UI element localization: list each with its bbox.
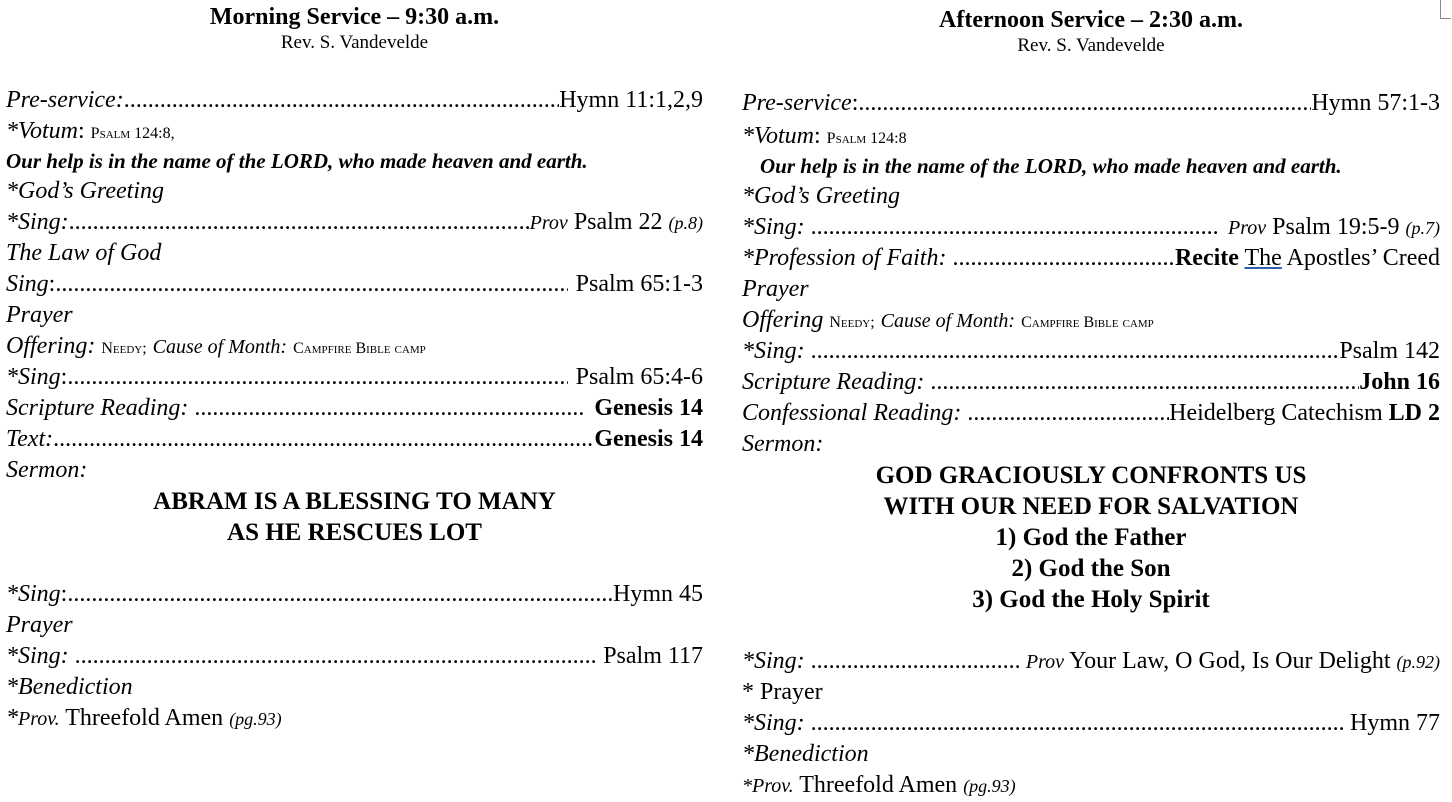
page-ref: (p.92) [1396, 652, 1440, 672]
leader-dots [69, 207, 530, 238]
morning-sermon-title-1: ABRAM IS A BLESSING TO MANY [153, 488, 556, 515]
leader-dots [952, 243, 1175, 274]
afternoon-benediction: *Benediction [742, 741, 869, 767]
morning-prayer-2: Prayer [6, 612, 73, 638]
afternoon-preservice-line [742, 88, 1440, 119]
afternoon-amen-line [742, 770, 1440, 801]
leader-dots [55, 269, 567, 300]
morning-title: Morning Service – 9:30 a.m. [209, 4, 500, 30]
morning-service-column [6, 0, 703, 734]
offering-needy: Needy; [101, 340, 147, 357]
leader-dots [811, 336, 1340, 367]
sing-label: *Sing: [742, 214, 805, 240]
scripture-label: Scripture Reading: [742, 369, 925, 395]
amen-page: (pg.93) [963, 776, 1016, 796]
sing-colon: : [60, 364, 68, 390]
profession-recite: Recite [1174, 245, 1239, 271]
leader-dots [811, 646, 1020, 677]
afternoon-sing3-line [742, 646, 1440, 677]
scripture-value: Genesis 14 [594, 395, 703, 421]
amen-prov: Prov. [18, 708, 60, 730]
leader-dots [53, 424, 594, 455]
votum-label: *Votum [6, 118, 78, 144]
votum-colon: : [78, 118, 85, 144]
leader-dots [75, 641, 598, 672]
sing-label: Sing [6, 271, 49, 297]
sing-label: *Sing: [742, 338, 805, 364]
sing-value: Psalm 19:5-9 [1272, 214, 1400, 240]
morning-sing2-line [6, 269, 703, 300]
sing-value: Your Law, O God, Is Our Delight [1069, 648, 1391, 674]
afternoon-profession-line [742, 243, 1440, 274]
morning-sermon-label: Sermon: [6, 457, 88, 483]
morning-sermon-title-2: AS HE RESCUES LOT [227, 519, 482, 546]
sing-value: Psalm 117 [603, 643, 703, 669]
afternoon-votum-line [742, 119, 1440, 152]
morning-offering-line [6, 331, 703, 362]
morning-scripture-line [6, 393, 703, 424]
sermon-point-2: 2) God the Son [1011, 555, 1171, 582]
leader-dots [67, 579, 613, 610]
afternoon-sing1-line [742, 212, 1440, 243]
morning-sing5-line [6, 641, 703, 672]
sing-value: Hymn 45 [613, 581, 703, 607]
profession-creed: Apostles’ Creed [1286, 245, 1440, 271]
leader-dots [811, 212, 1218, 243]
profession-the: The [1244, 245, 1282, 271]
sing-label: *Sing: [742, 648, 805, 674]
sing-value: Psalm 142 [1339, 338, 1440, 364]
afternoon-greeting: *God’s Greeting [742, 183, 900, 209]
afternoon-title: Afternoon Service – 2:30 a.m. [939, 7, 1243, 33]
sing-value: Psalm 22 [573, 209, 663, 235]
sermon-point-3: 3) God the Holy Spirit [972, 586, 1210, 613]
offering-cause-label: Cause of Month: [880, 310, 1016, 332]
preservice-label: Pre-service [742, 90, 852, 116]
afternoon-sermon-label: Sermon: [742, 431, 824, 457]
sing-label: *Sing: [742, 710, 805, 736]
morning-sing3-line [6, 362, 703, 393]
afternoon-sing2-line [742, 336, 1440, 367]
morning-benediction: *Benediction [6, 674, 133, 700]
leader-dots [811, 708, 1344, 739]
prov-label: Prov [1025, 651, 1065, 673]
afternoon-minister: Rev. S. Vandevelde [1017, 35, 1165, 56]
afternoon-sing4-line [742, 708, 1440, 739]
confessional-label: Confessional Reading: [742, 400, 962, 426]
morning-prayer: Prayer [6, 302, 73, 328]
afternoon-prayer: Prayer [742, 276, 809, 302]
sing-value: Psalm 65:1-3 [575, 271, 703, 297]
leader-dots [930, 367, 1359, 398]
prov-label: Prov [529, 212, 568, 234]
afternoon-sermon-title-1: GOD GRACIOUSLY CONFRONTS US [875, 462, 1307, 489]
page-ref: (p.8) [668, 213, 703, 233]
morning-votum-text: Our help is in the name of the LORD, who made heaven and earth. [6, 149, 588, 173]
confessional-ld: LD 2 [1388, 400, 1440, 426]
offering-label: Offering [742, 307, 824, 333]
preservice-value: Hymn 11:1,2,9 [559, 87, 703, 113]
afternoon-offering-line [742, 305, 1440, 336]
preservice-label: Pre-service: [6, 87, 124, 113]
amen-text: Threefold Amen [65, 705, 224, 731]
morning-minister: Rev. S. Vandevelde [280, 32, 429, 53]
sing-value: Hymn 77 [1350, 710, 1440, 736]
offering-needy: Needy; [829, 314, 875, 331]
profession-label: *Profession of Faith: [742, 245, 947, 271]
prov-label: Prov [1228, 217, 1267, 239]
spacer [742, 615, 1440, 646]
preservice-value: Hymn 57:1-3 [1311, 90, 1440, 116]
morning-greeting: *God’s Greeting [6, 178, 164, 204]
leader-dots [67, 362, 567, 393]
sing-label: *Sing: [6, 209, 69, 235]
text-value: Genesis 14 [594, 426, 703, 452]
sing-colon: : [60, 581, 68, 607]
amen-text: Threefold Amen [799, 772, 958, 798]
leader-dots [124, 85, 560, 116]
sing-label: *Sing [6, 581, 61, 607]
morning-text-line [6, 424, 703, 455]
morning-preservice-line [6, 85, 703, 116]
votum-reference: Psalm 124:8, [90, 125, 175, 142]
scripture-value: John 16 [1359, 369, 1440, 395]
votum-reference: Psalm 124:8 [826, 130, 907, 147]
page-ref: (p.7) [1405, 218, 1440, 238]
afternoon-confessional-line [742, 398, 1440, 429]
morning-amen-line [6, 703, 703, 734]
leader-dots [194, 393, 586, 424]
afternoon-service-column [742, 0, 1440, 801]
morning-sing4-line [6, 579, 703, 610]
amen-page: (pg.93) [229, 709, 282, 729]
afternoon-sermon-title-2: WITH OUR NEED FOR SALVATION [883, 493, 1299, 520]
votum-colon: : [814, 123, 821, 149]
leader-dots [858, 88, 1311, 119]
morning-votum-line [6, 116, 703, 147]
amen-prov: Prov. [752, 775, 794, 797]
sing-label: *Sing: [6, 643, 69, 669]
offering-cause-label: Cause of Month: [152, 336, 288, 358]
offering-cause: Campfire Bible camp [1021, 314, 1154, 331]
sing-label: *Sing [6, 364, 61, 390]
preservice-colon: : [851, 90, 859, 116]
amen-star: * [6, 705, 18, 731]
votum-label: *Votum [742, 123, 814, 149]
sing-colon: : [48, 271, 56, 297]
amen-star: * [742, 775, 752, 797]
confessional-value: Heidelberg Catechism [1169, 400, 1383, 426]
scripture-label: Scripture Reading: [6, 395, 189, 421]
morning-sing1-line [6, 207, 703, 238]
sermon-point-1: 1) God the Father [995, 524, 1187, 551]
morning-law: The Law of God [6, 240, 162, 266]
afternoon-prayer-2: * Prayer [742, 679, 823, 705]
offering-cause: Campfire Bible camp [293, 340, 426, 357]
page-corner-mark [1440, 0, 1451, 19]
afternoon-scripture-line [742, 367, 1440, 398]
offering-label: Offering: [6, 333, 96, 359]
spacer [6, 548, 703, 579]
leader-dots [967, 398, 1169, 429]
afternoon-votum-text: Our help is in the name of the LORD, who made heaven and earth. [760, 154, 1342, 178]
text-label: Text: [6, 426, 54, 452]
sing-value: Psalm 65:4-6 [575, 364, 703, 390]
